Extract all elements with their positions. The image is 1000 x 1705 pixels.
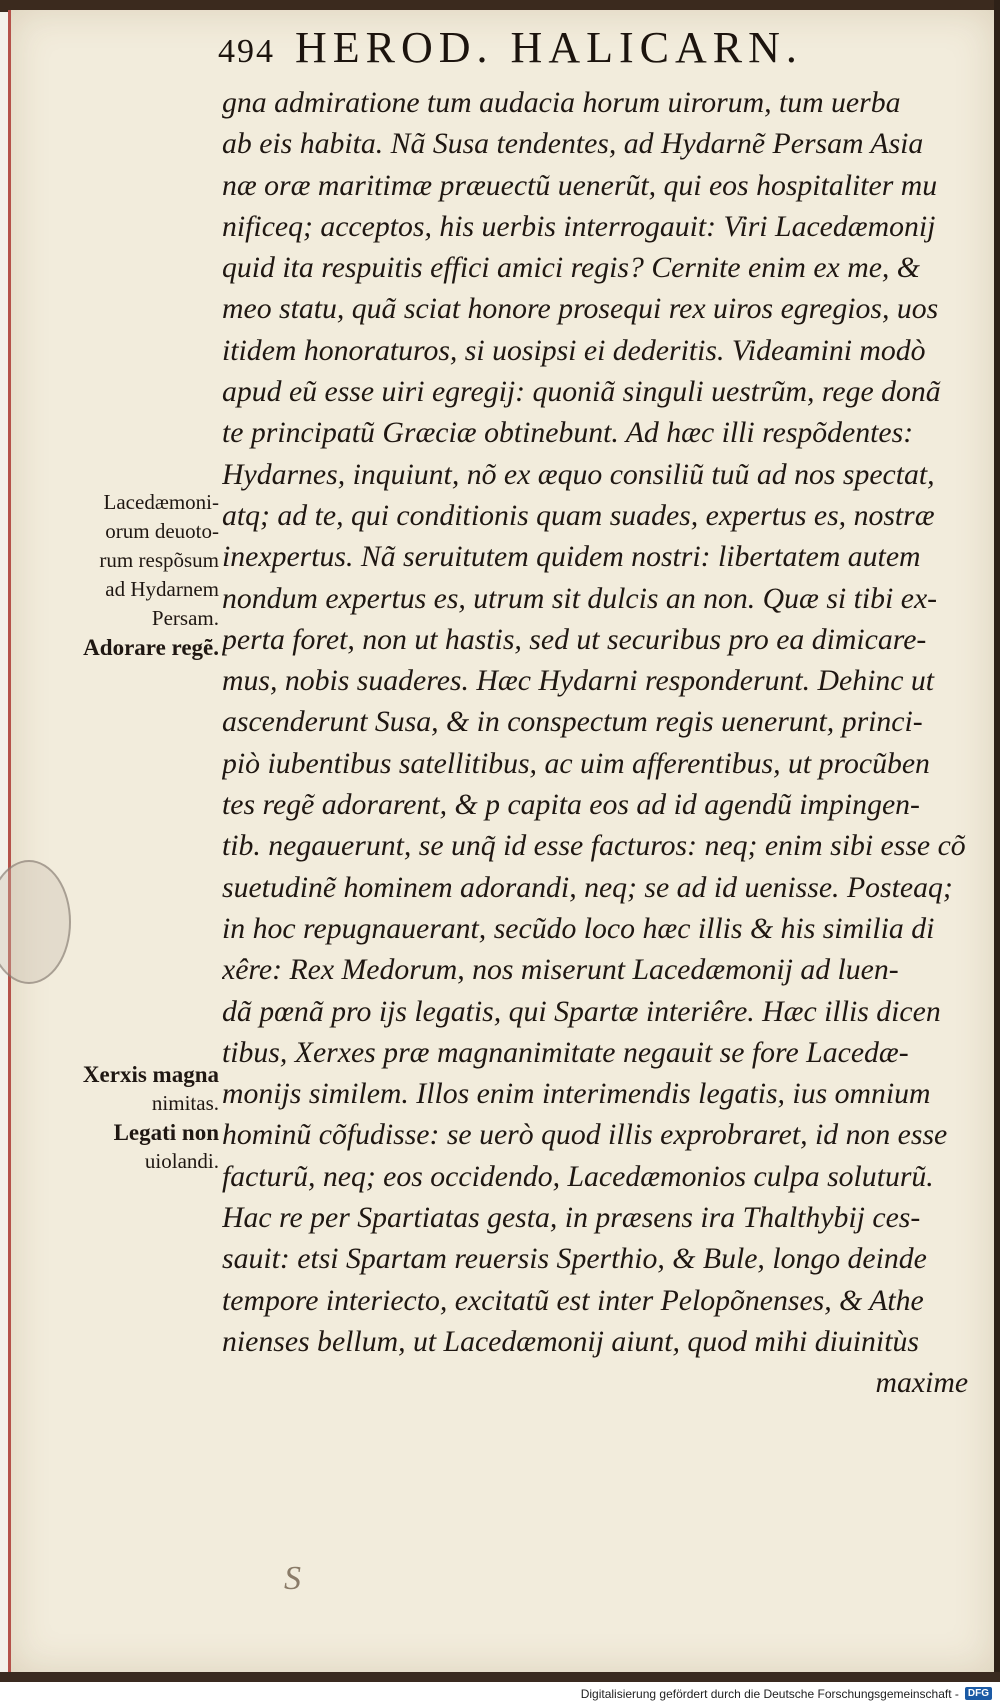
text-line: quid ita respuitis effici amici regis? Cernite enim ex me, &	[222, 251, 920, 285]
text-line: hominũ cõfudisse: se uerò quod illis exprobraret, id non esse	[222, 1118, 948, 1152]
text-line: Hydarnes, inquiunt, nõ ex æquo consiliũ tuũ ad nos spectat,	[222, 457, 935, 491]
text-line: nondum expertus es, utrum sit dulcis an non. Quæ si tibi ex-	[222, 581, 938, 615]
text-line: apud eũ esse uiri egregij: quoniã singuli uestrũm, rege donã	[222, 375, 941, 409]
marginal-note-line: rum respõsum	[99, 548, 219, 572]
text-line: meo statu, quã sciat honore prosequi rex uiros egregios, uos	[222, 292, 939, 326]
text-line: dã pœnã pro ijs legatis, qui Spartæ interiêre. Hæc illis dicen	[222, 994, 941, 1028]
text-line: tib. negauerunt, se unq̃ id esse facturos: neq; enim sibi esse cõ	[222, 829, 966, 863]
marginal-note-line: Xerxis magna	[82, 1062, 219, 1087]
page-number: 494	[218, 33, 275, 70]
marginal-note-line: uiolandi.	[144, 1149, 219, 1173]
text-line: in hoc repugnauerant, secũdo loco hæc illis & his similia di	[222, 911, 935, 945]
text-line: inexpertus. Nã seruitutem quidem nostri: libertatem autem	[222, 540, 921, 574]
binding-clasp	[0, 860, 71, 984]
marginal-note-line: orum deuoto-	[105, 519, 219, 543]
dfg-logo: DFG	[965, 1687, 992, 1700]
text-line: perta foret, non ut hastis, sed ut securibus pro ea dimicare-	[222, 622, 927, 656]
marginal-note-line: nimitas.	[151, 1091, 219, 1115]
catchword: maxime	[875, 1366, 969, 1400]
marginal-note-line: Persam.	[151, 606, 219, 630]
signature-mark: S	[284, 1560, 301, 1597]
text-line: ascenderunt Susa, & in conspectum regis uenerunt, princi-	[222, 705, 923, 739]
digitization-footer	[0, 1682, 1000, 1705]
scan-frame-right	[994, 0, 1000, 1705]
text-line: sauit: etsi Spartam reuersis Sperthio, & Bule, longo deinde	[222, 1242, 927, 1276]
running-head: HEROD. HALICARN.	[295, 23, 803, 72]
text-line: itidem honoraturos, si uosipsi ei dederitis. Videamini modò	[222, 333, 926, 367]
text-line: mus, nobis suaderes. Hæc Hydarni responderunt. Dehinc ut	[222, 664, 935, 698]
text-line: atq; ad te, qui conditionis quam suades, expertus es, nostræ	[222, 498, 935, 532]
text-line: suetudinẽ hominem adorandi, neq; se ad id uenisse. Posteaq;	[222, 870, 953, 904]
text-line: tibus, Xerxes præ magnanimitate negauit se fore Lacedæ-	[222, 1035, 909, 1069]
text-line: nificeq; acceptos, his uerbis interrogauit: Viri Lacedæmonij	[222, 209, 936, 243]
text-line: ab eis habita. Nã Susa tendentes, ad Hydarnẽ Persam Asia	[222, 127, 924, 161]
scan-frame-bottom	[0, 1672, 1000, 1682]
marginal-note-line: Adorare regẽ.	[83, 635, 219, 660]
text-line: monijs similem. Illos enim interimendis legatis, ius omnium	[222, 1077, 931, 1111]
text-line: gna admiratione tum audacia horum uirorum, tum uerba	[222, 86, 901, 119]
marginal-note-xerxes	[14, 1060, 219, 1176]
text-line: Hac re per Spartiatas gesta, in præsens ira Thalthybij ces-	[222, 1201, 921, 1235]
text-line: næ oræ maritimæ præuectũ uenerũt, qui eos hospitaliter mu	[222, 168, 938, 202]
marginal-note-line: Legati non	[113, 1120, 219, 1145]
page-header	[218, 22, 958, 82]
text-line: piò iubentibus satellitibus, ac uim afferentibus, ut procũben	[222, 746, 930, 780]
main-text-block	[222, 82, 982, 1404]
footer-credit: Digitalisierung gefördert durch die Deutsche Forschungsgemeinschaft -	[580, 1686, 959, 1701]
text-line: tempore interiecto, excitatũ est inter Pelopõnenses, & Athe	[222, 1283, 924, 1317]
marginal-note-lacedaemonians	[14, 488, 219, 662]
text-line: nienses bellum, ut Lacedæmonij aiunt, quod mihi diuinitùs	[222, 1324, 919, 1358]
text-line: tes regẽ adorarent, & p capita eos ad id agendũ impingen-	[222, 788, 920, 822]
marginal-note-line: ad Hydarnem	[105, 577, 219, 601]
text-line: facturũ, neq; eos occidendo, Lacedæmonios culpa soluturũ.	[222, 1159, 934, 1193]
text-line: te principatũ Græciæ obtinebunt. Ad hæc illi respõdentes:	[222, 416, 914, 450]
text-line: xêre: Rex Medorum, nos miserunt Lacedæmonij ad luen-	[222, 953, 899, 987]
marginal-note-line: Lacedæmoni-	[103, 490, 219, 514]
